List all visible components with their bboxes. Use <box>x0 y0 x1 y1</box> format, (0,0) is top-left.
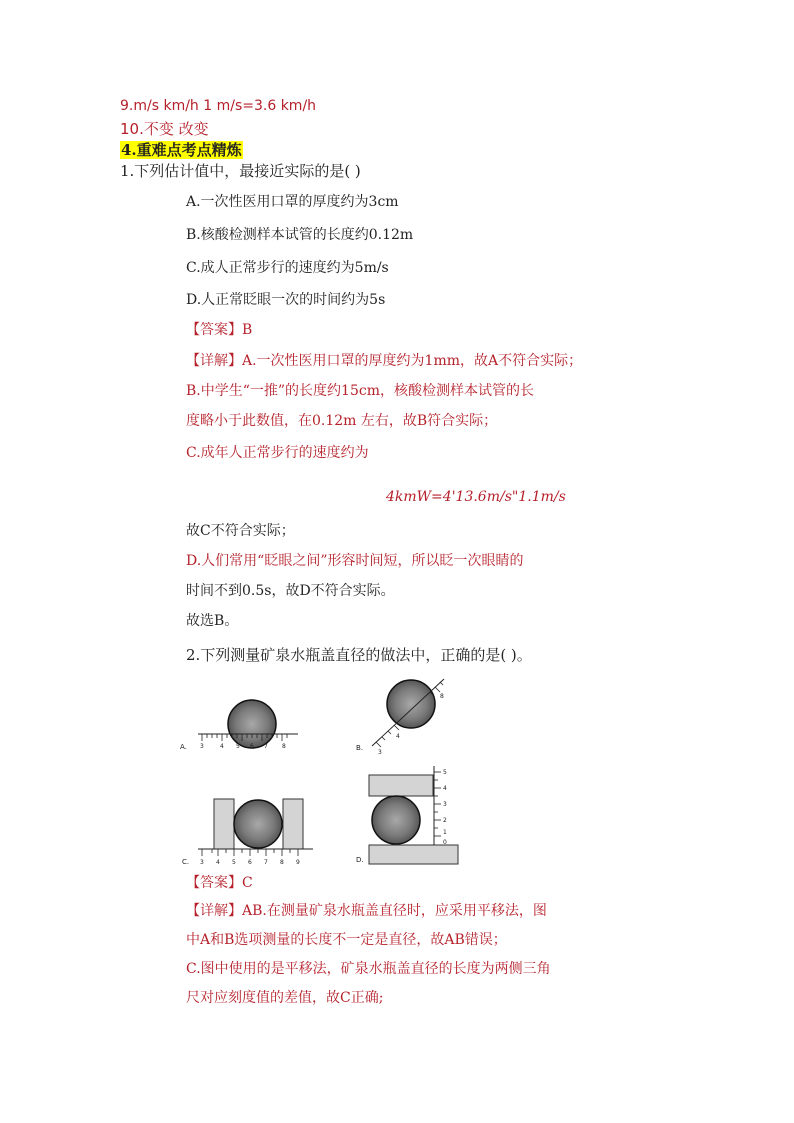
figure-d-tick: 0 <box>443 839 447 846</box>
figure-c-tick: 3 <box>200 859 204 866</box>
figure-option-a <box>180 700 298 751</box>
figure-d-tick: 5 <box>443 769 447 776</box>
figure-a-tick: 6 <box>250 743 254 750</box>
figure-a-tick: 5 <box>236 743 240 750</box>
q2-explanation-4: 尺对应刻度值的差值，故C正确; <box>186 990 384 1006</box>
note-line-9: 9.m/s km/h 1 m/s=3.6 km/h <box>120 98 317 114</box>
q1-option-d: D.人正常眨眼一次的时间约为5s <box>186 292 386 308</box>
q1-explanation-4: C.成年人正常步行的速度约为 <box>186 445 369 461</box>
figure-c-tick: 7 <box>264 859 268 866</box>
figure-c-label: C. <box>182 858 190 866</box>
figure-b-label: B. <box>356 744 364 752</box>
figure-a-tick: 8 <box>282 743 286 750</box>
figure-b-tick: 8 <box>440 693 444 700</box>
q1-option-c: C.成人正常步行的速度约为5m/s <box>186 260 389 276</box>
figure-d-label: D. <box>356 856 364 864</box>
figure-c-tick: 4 <box>216 859 220 866</box>
q1-answer: 【答案】B <box>186 322 253 338</box>
note-line-10: 10.不变 改变 <box>120 120 209 138</box>
figure-a-tick: 3 <box>200 743 204 750</box>
q1-option-a: A.一次性医用口罩的厚度约为3cm <box>186 194 399 210</box>
q1-explanation-2: B.中学生“一推”的长度约15cm，核酸检测样本试管的长 <box>186 383 534 399</box>
section-title: 4.重难点考点精炼 <box>121 141 242 159</box>
figure-a-tick: 7 <box>264 743 268 750</box>
figure-c-tick: 5 <box>232 859 236 866</box>
figure-c-tick: 9 <box>296 859 300 866</box>
q1-explanation-5: 故C不符合实际； <box>186 523 295 539</box>
figure-d-tick: 2 <box>443 817 447 824</box>
figure-c-tick: 6 <box>248 859 252 866</box>
q1-option-b: B.核酸检测样本试管的长度约0.12m <box>186 227 414 243</box>
figure-b-tick: 3 <box>378 749 382 756</box>
figure-a-label: A. <box>180 743 187 751</box>
figure-d-tick: 3 <box>443 801 447 808</box>
figure-b-tick: 4 <box>396 733 400 740</box>
q1-explanation-1: 【详解】A.一次性医用口罩的厚度约为1mm，故A不符合实际； <box>186 353 583 369</box>
q2-stem: 2.下列测量矿泉水瓶盖直径的做法中，正确的是( )。 <box>186 646 532 664</box>
figure-a-tick: 4 <box>220 743 224 750</box>
figure-d-tick: 1 <box>443 829 447 836</box>
figure-option-b <box>356 679 444 756</box>
q1-stem: 1.下列估计值中，最接近实际的是( ) <box>120 162 361 180</box>
figure-d-tick: 4 <box>443 785 447 792</box>
q2-explanation-2: 中A和B选项测量的长度不一定是直径，故AB错误； <box>186 932 507 948</box>
bottle-cap-measurement-figure <box>178 674 468 869</box>
q1-explanation-7: 时间不到0.5s，故D不符合实际。 <box>186 583 395 599</box>
q1-explanation-3: 度略小于此数值，在0.12m 左右，故B符合实际； <box>186 413 498 429</box>
q1-explanation-8: 故选B。 <box>186 613 239 629</box>
q2-explanation-1: 【详解】AB.在测量矿泉水瓶盖直径时，应采用平移法，图 <box>186 903 547 919</box>
figure-c-tick: 8 <box>280 859 284 866</box>
figure-option-c <box>182 799 313 866</box>
q1-formula: 4kmW=4'13.6m/s"1.1m/s <box>386 489 566 505</box>
q2-explanation-3: C.图中使用的是平移法，矿泉水瓶盖直径的长度为两侧三角 <box>186 961 551 977</box>
figure-option-d <box>356 766 458 864</box>
q1-explanation-6: D.人们常用“眨眼之间”形容时间短，所以眨一次眼睛的 <box>186 553 524 569</box>
q2-answer: 【答案】C <box>186 875 253 891</box>
